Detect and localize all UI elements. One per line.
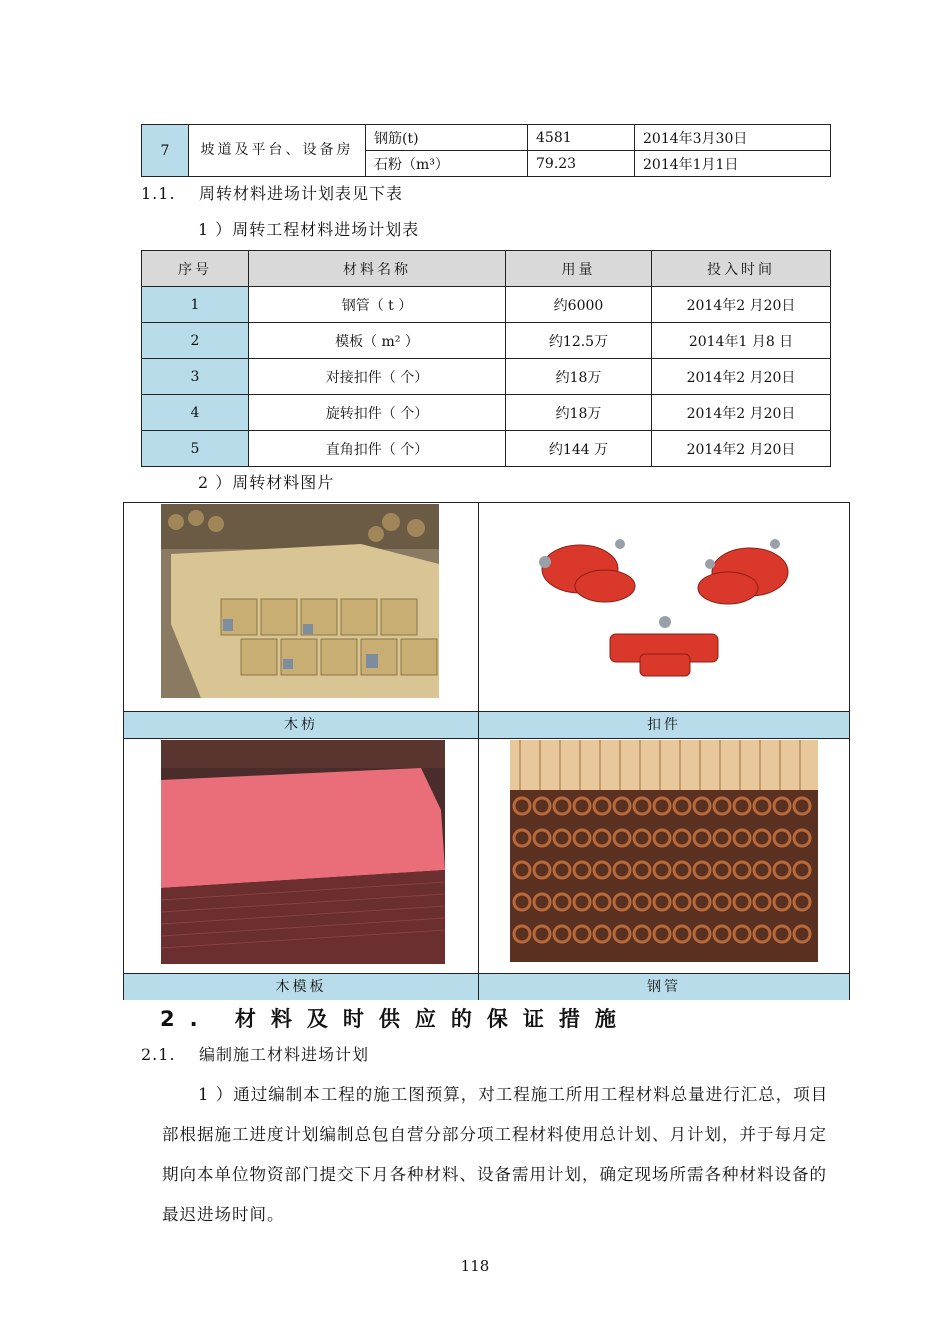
material-cell: 石粉（m³） [366, 151, 528, 177]
material-plan-table [141, 250, 831, 467]
cell: 2014年2 月20日 [652, 395, 831, 431]
grid-divider [478, 503, 479, 999]
caption-timber: 木枋 [124, 711, 478, 739]
qty-cell: 79.23 [528, 151, 635, 177]
cell: 钢管（ t ） [249, 287, 506, 323]
paragraph-rest: 项目部根据施工进度计划编制总包自营分部分项工程材料使用总计划、月计划，并于每月定期向本单位物资部门提交下月各种材料、设备需用计划，确定现场所需各种材料设备的最迟进场时间。 [162, 1085, 829, 1224]
cell: 约18万 [506, 359, 652, 395]
cell: 1 [142, 287, 249, 323]
cell: 约144 万 [506, 431, 652, 467]
cell: 直角扣件（ 个） [249, 431, 506, 467]
table-row [142, 287, 831, 323]
material-cell: 钢筋(t) [366, 125, 528, 151]
table-row [142, 359, 831, 395]
material-picture-grid [123, 502, 850, 1000]
steel-pipes-photo [510, 740, 818, 962]
section-number: 1.1. [141, 184, 176, 203]
col-header: 材料名称 [249, 251, 506, 287]
table-row [142, 125, 831, 151]
section-number: 2. [160, 1007, 213, 1031]
caption-clamps: 扣件 [479, 711, 849, 739]
cell: 约12.5万 [506, 323, 652, 359]
caption-formwork: 木模板 [124, 973, 478, 1000]
formwork-photo [161, 740, 445, 964]
cell: 5 [142, 431, 249, 467]
timber-photo [161, 504, 439, 698]
cell: 2014年2 月20日 [652, 287, 831, 323]
cell: 旋转扣件（ 个） [249, 395, 506, 431]
col-header: 序号 [142, 251, 249, 287]
cell: 约18万 [506, 395, 652, 431]
cell: 3 [142, 359, 249, 395]
table-row [142, 395, 831, 431]
cell: 2014年1 月8 日 [652, 323, 831, 359]
date-cell: 2014年1月1日 [635, 151, 831, 177]
cell: 2014年2 月20日 [652, 431, 831, 467]
section-heading-2-1 [141, 1042, 369, 1065]
body-paragraph [162, 1075, 842, 1235]
date-cell: 2014年3月30日 [635, 125, 831, 151]
section-title: 材料及时供应的保证措施 [234, 1007, 631, 1031]
section-heading-1-1 [141, 181, 403, 204]
paragraph-line1: 1 ）通过编制本工程的施工图预算，对工程施工所用工程材料总量进行汇总， [198, 1085, 794, 1104]
subheading-plan-table: 1 ）周转工程材料进场计划表 [198, 220, 420, 239]
section-title: 编制施工材料进场计划 [199, 1045, 370, 1064]
table-row [142, 323, 831, 359]
cell: 4 [142, 395, 249, 431]
table-row [142, 431, 831, 467]
clamps-photo [510, 504, 828, 710]
row-number: 7 [142, 125, 189, 177]
section-heading-2 [160, 1003, 631, 1033]
cell: 模板（ m² ） [249, 323, 506, 359]
section-number: 2.1. [141, 1045, 176, 1064]
cell: 2014年2 月20日 [652, 359, 831, 395]
caption-steel-pipes: 钢管 [479, 973, 849, 1000]
row-name: 坡道及平台、设备房 [189, 125, 366, 177]
table-continued [141, 124, 831, 177]
table-header-row [142, 251, 831, 287]
cell: 对接扣件（ 个） [249, 359, 506, 395]
page-number: 118 [460, 1257, 490, 1275]
subheading-pictures: 2 ）周转材料图片 [198, 473, 335, 492]
col-header: 用量 [506, 251, 652, 287]
col-header: 投入时间 [652, 251, 831, 287]
section-title: 周转材料进场计划表见下表 [199, 184, 404, 203]
cell: 2 [142, 323, 249, 359]
cell: 约6000 [506, 287, 652, 323]
qty-cell: 4581 [528, 125, 635, 151]
